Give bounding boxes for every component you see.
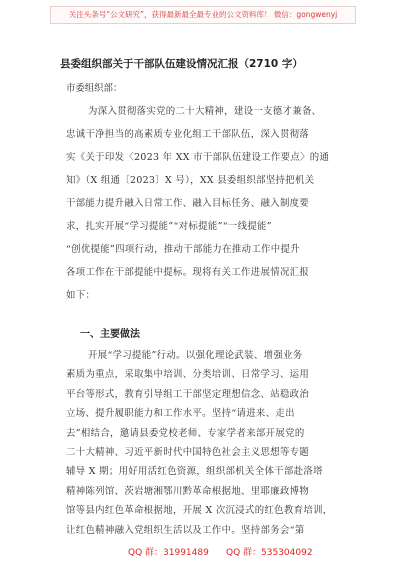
body-line: 二十大精神、习近平新时代中国特色社会主义思想等专题 [66, 447, 310, 458]
body-line: 平台等形式，教育引导组工干部坚定理想信念、站稳政治 [66, 388, 310, 400]
promo-banner: 关注头条号“公文研究”，获得最新最全最专业的公文资料库！ 微信：gongwenyj [50, 6, 356, 24]
footer-qq-group-2: QQ 群：535304092 [226, 548, 313, 558]
body-line: 各项工作在干部提能中提标。现将有关工作进展情况汇报 [66, 267, 310, 278]
body-line: 知》（X 组通〔2023〕X 号），XX 县委组织部坚持把机关 [66, 175, 315, 186]
body-line: 如下： [66, 290, 96, 301]
salutation: 市委组织部： [66, 83, 123, 94]
section-heading: 一、主要做法 [80, 329, 140, 340]
body-line: 素质为重点，采取集中培训、分类培训、日常学习、运用 [66, 369, 310, 381]
body-line: 辅导 X 期；用好用活红色资源，组织部机关全体干部赴洛塔 [66, 466, 323, 478]
body-line: 干部能力提升融入日常工作、融入目标任务、融入制度要 [66, 198, 310, 209]
body-line: 让红色精神融入党组织生活以及工作中。坚持部务会“第 [66, 524, 305, 536]
body-line: 去”相结合，邀请县委党校老师、专家学者来部开展党的 [66, 427, 305, 439]
document-title: 县委组织部关于干部队伍建设情况汇报（2710 字） [60, 58, 303, 70]
body-line: 馆等县内红色革命根据地，开展 X 次沉浸式的红色教育培训， [66, 505, 333, 517]
body-line: 实《关于印发〈2023 年 XX 市干部队伍建设工作要点〉的通 [66, 152, 330, 163]
body-line: 求，扎实开展“学习提能”“对标提能”“一线提能” [66, 221, 272, 232]
body-line: “创优提能”四项行动，推动干部能力在推动工作中提升 [66, 244, 300, 255]
footer-qq-group-1: QQ 群：31991489 [128, 548, 209, 558]
body-line: 立场、提升履职能力和工作水平。坚持“请进来、走出 [66, 408, 295, 420]
body-line: 开展“学习提能”行动。以强化理论武装、增强业务 [88, 350, 303, 361]
body-line: 为深入贯彻落实党的二十大精神，建设一支德才兼备、 [88, 106, 322, 117]
body-line: 忠诚干净担当的高素质专业化组工干部队伍，深入贯彻落 [66, 129, 310, 140]
body-line: 精神陈列馆、茨岩塘湘鄂川黔革命根据地、里耶廉政博物 [66, 485, 310, 497]
